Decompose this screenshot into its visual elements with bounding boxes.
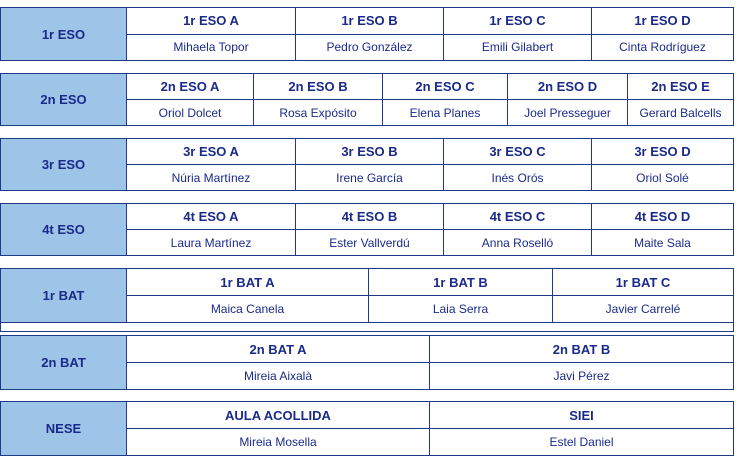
group-4t-eso <box>0 203 734 256</box>
teacher-name: Javier Carrelé <box>605 302 681 316</box>
group-3r-eso <box>0 138 734 191</box>
teacher-name: Rosa Expósito <box>279 105 357 120</box>
teacher-name: Inés Orós <box>491 170 544 185</box>
class-list <box>127 336 733 389</box>
teacher-name: Anna Roselló <box>481 235 554 250</box>
class-cell <box>553 269 733 322</box>
level-label: 1r ESO <box>1 8 127 60</box>
teacher-name: Emili Gilabert <box>481 40 554 55</box>
class-name: 1r BAT B <box>369 269 552 296</box>
class-name: 2n ESO E <box>628 74 733 100</box>
class-cell <box>296 8 444 60</box>
level-label: 2n ESO <box>1 74 127 125</box>
class-name: AULA ACOLLIDA <box>127 402 429 429</box>
class-cell <box>254 74 383 125</box>
teacher-name: Irene García <box>336 170 403 185</box>
group-nese <box>0 401 734 456</box>
teacher-name: Cinta Rodríguez <box>619 40 706 55</box>
class-name: 1r ESO A <box>127 8 295 35</box>
class-cell <box>369 269 553 322</box>
class-cell <box>127 336 430 389</box>
teacher-name: Maica Canela <box>210 302 285 316</box>
teacher-name: Laia Serra <box>432 302 489 316</box>
class-list <box>127 8 733 60</box>
class-name: SIEI <box>430 402 733 429</box>
class-cell <box>127 402 430 455</box>
class-cell <box>127 8 296 60</box>
class-name: 2n ESO A <box>127 74 253 100</box>
teacher-name: Laura Martínez <box>170 235 252 250</box>
class-name: 4t ESO D <box>592 204 733 230</box>
class-cell <box>127 269 369 322</box>
class-cell <box>592 139 733 190</box>
class-name: 4t ESO B <box>296 204 443 230</box>
teacher-name: Estel Daniel <box>549 435 614 449</box>
class-cell <box>508 74 628 125</box>
teacher-name: Maite Sala <box>634 235 691 250</box>
teacher-name: Pedro González <box>326 40 413 55</box>
level-label: 4t ESO <box>1 204 127 255</box>
class-cell <box>430 402 733 455</box>
class-cell <box>430 336 733 389</box>
teacher-name: Joel Presseguer <box>524 105 611 120</box>
class-cell <box>296 139 444 190</box>
teacher-name: Mireia Aixalà <box>243 369 313 383</box>
divider <box>0 323 734 332</box>
teacher-name: Ester Vallverdú <box>329 235 410 250</box>
class-name: 1r ESO B <box>296 8 443 35</box>
teacher-name: Núria Martínez <box>171 170 251 185</box>
class-list <box>127 74 733 125</box>
class-cell <box>592 204 733 255</box>
class-name: 2n ESO D <box>508 74 627 100</box>
teacher-name: Oriol Solé <box>636 170 689 185</box>
group-2n-bat <box>0 335 734 390</box>
teacher-name: Javi Pérez <box>553 369 610 383</box>
class-name: 1r ESO D <box>592 8 733 35</box>
class-cell <box>296 204 444 255</box>
class-name: 4t ESO C <box>444 204 591 230</box>
level-label: 2n BAT <box>1 336 127 389</box>
class-name: 3r ESO C <box>444 139 591 165</box>
class-name: 3r ESO B <box>296 139 443 165</box>
class-list <box>127 139 733 190</box>
class-name: 3r ESO D <box>592 139 733 165</box>
class-cell <box>127 139 296 190</box>
teacher-name: Mihaela Topor <box>173 40 249 55</box>
teacher-name: Mireia Mosella <box>239 435 317 449</box>
level-label: NESE <box>1 402 127 455</box>
teacher-name: Oriol Dolcet <box>158 105 222 120</box>
class-cell <box>127 204 296 255</box>
class-name: 1r BAT C <box>553 269 733 296</box>
class-name: 2n ESO C <box>383 74 507 100</box>
level-label: 1r BAT <box>1 269 127 322</box>
class-list <box>127 402 733 455</box>
group-1r-eso <box>0 7 734 61</box>
class-name: 2n BAT B <box>430 336 733 363</box>
class-cell <box>127 74 254 125</box>
level-label: 3r ESO <box>1 139 127 190</box>
teacher-name: Gerard Balcells <box>639 105 722 120</box>
class-list <box>127 269 733 322</box>
class-name: 2n BAT A <box>127 336 429 363</box>
class-cell <box>592 8 733 60</box>
class-name: 2n ESO B <box>254 74 382 100</box>
class-cell <box>628 74 733 125</box>
class-list <box>127 204 733 255</box>
class-name: 1r BAT A <box>127 269 368 296</box>
class-cell <box>444 8 592 60</box>
group-1r-bat <box>0 268 734 323</box>
class-name: 1r ESO C <box>444 8 591 35</box>
class-name: 3r ESO A <box>127 139 295 165</box>
class-name: 4t ESO A <box>127 204 295 230</box>
teacher-name: Elena Planes <box>409 105 481 120</box>
class-cell <box>444 139 592 190</box>
class-cell <box>444 204 592 255</box>
group-2n-eso <box>0 73 734 126</box>
class-cell <box>383 74 508 125</box>
